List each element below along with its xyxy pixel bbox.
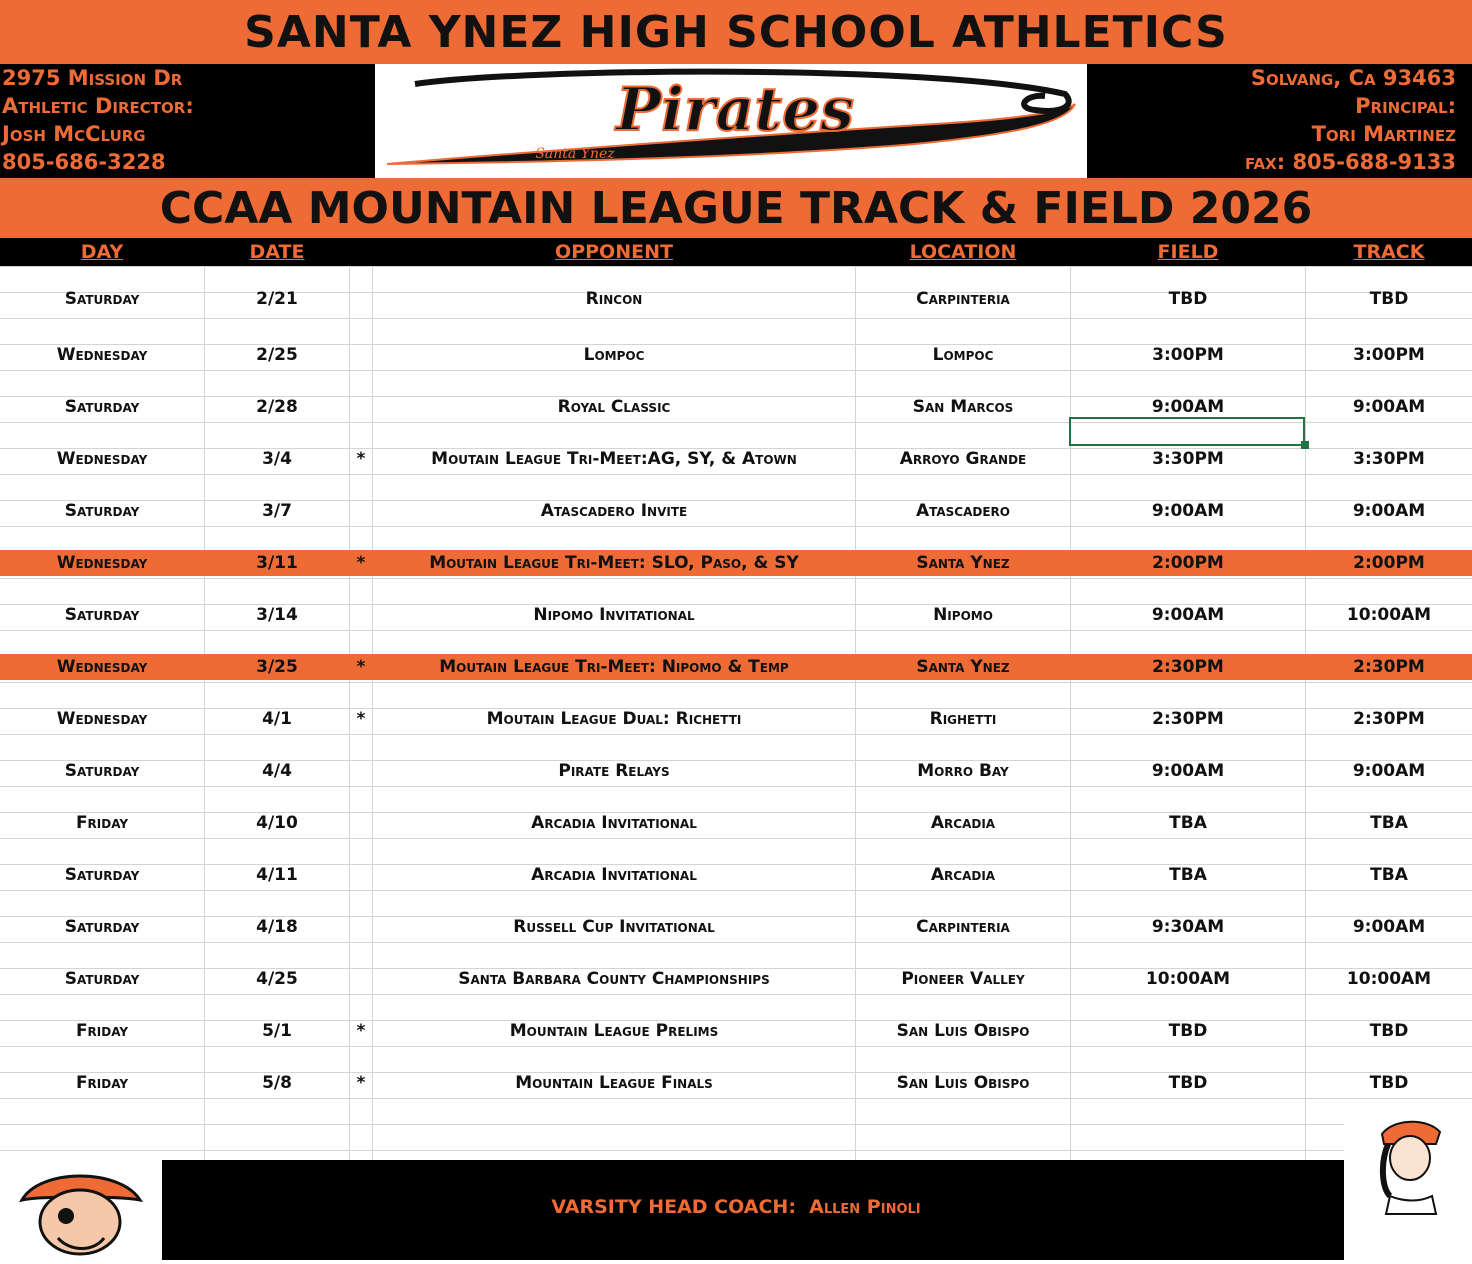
field-time-cell[interactable]: 9:00AM <box>1151 605 1225 625</box>
field-time-cell[interactable]: TBD <box>1168 1021 1208 1041</box>
date-cell[interactable]: 4/18 <box>256 917 298 937</box>
track-time-cell[interactable]: 3:00PM <box>1353 345 1425 365</box>
column-header-track: TRACK <box>1353 241 1425 263</box>
schedule-row[interactable] <box>0 1070 1472 1096</box>
grid-row-line <box>0 734 1472 735</box>
location-cell[interactable]: Atascadero <box>915 501 1011 521</box>
date-cell[interactable]: 3/25 <box>256 657 298 677</box>
opponent-cell[interactable]: Russell Cup Invitational <box>513 917 715 937</box>
opponent-cell[interactable]: Royal Classic <box>557 397 671 417</box>
location-cell[interactable]: Arcadia <box>930 813 996 833</box>
location-cell[interactable]: Carpinteria <box>916 289 1010 309</box>
date-cell[interactable]: 5/8 <box>262 1073 292 1093</box>
schedule-row[interactable] <box>0 862 1472 888</box>
schedule-row[interactable] <box>0 758 1472 784</box>
date-cell[interactable]: 4/10 <box>256 813 298 833</box>
address-line: 2975 Mission Dr <box>2 66 183 90</box>
grid-row-line <box>0 526 1472 527</box>
column-header-date: DATE <box>249 241 305 263</box>
field-time-cell[interactable]: TBD <box>1168 1073 1208 1093</box>
track-time-cell[interactable]: 2:30PM <box>1353 709 1425 729</box>
schedule-row[interactable] <box>0 810 1472 836</box>
grid-row-line <box>0 838 1472 839</box>
schedule-row[interactable] <box>0 342 1472 368</box>
day-cell[interactable]: Wednesday <box>56 449 148 469</box>
fax-number: fax: 805-688-9133 <box>1245 150 1456 174</box>
field-time-cell[interactable]: 3:30PM <box>1152 449 1224 469</box>
track-time-cell[interactable]: 2:00PM <box>1353 553 1425 573</box>
school-info-left <box>0 64 375 178</box>
track-time-cell[interactable]: 10:00AM <box>1346 969 1432 989</box>
field-time-cell[interactable]: 10:00AM <box>1145 969 1231 989</box>
opponent-cell[interactable]: Pirate Relays <box>558 761 670 781</box>
schedule-title-banner <box>0 178 1472 238</box>
date-cell[interactable]: 2/28 <box>256 397 298 417</box>
grid-row-line <box>0 1150 1472 1151</box>
grid-row-line <box>0 266 1472 267</box>
schedule-row[interactable] <box>0 914 1472 940</box>
opponent-cell[interactable]: Moutain League Tri-Meet: Nipomo & Temp <box>439 657 789 677</box>
opponent-cell[interactable]: Nipomo Invitational <box>533 605 695 625</box>
day-cell[interactable]: Saturday <box>64 865 140 885</box>
track-time-cell[interactable]: 2:30PM <box>1353 657 1425 677</box>
league-meet-marker[interactable] <box>350 966 372 992</box>
field-time-cell[interactable]: 2:30PM <box>1152 709 1224 729</box>
day-cell[interactable]: Saturday <box>64 605 140 625</box>
field-time-cell[interactable]: TBD <box>1168 289 1208 309</box>
column-header-row <box>0 238 1472 266</box>
schedule-row[interactable] <box>0 654 1472 680</box>
coach-footer <box>162 1160 1344 1260</box>
field-time-cell[interactable]: 9:30AM <box>1151 917 1225 937</box>
date-cell[interactable]: 4/1 <box>262 709 292 729</box>
pirates-wordmark-icon <box>375 64 1087 178</box>
track-time-cell[interactable]: TBA <box>1370 813 1408 833</box>
opponent-cell[interactable]: Mountain League Finals <box>515 1073 713 1093</box>
league-meet-marker[interactable] <box>350 758 372 784</box>
opponent-cell[interactable]: Atascadero Invite <box>540 501 688 521</box>
location-cell[interactable]: Righetti <box>929 709 997 729</box>
day-cell[interactable]: Saturday <box>64 917 140 937</box>
league-meet-marker[interactable]: * <box>356 553 366 573</box>
pirate-head-icon <box>0 1160 162 1260</box>
track-time-cell[interactable]: TBA <box>1370 865 1408 885</box>
schedule-row[interactable] <box>0 706 1472 732</box>
league-meet-marker[interactable] <box>350 914 372 940</box>
day-cell[interactable]: Saturday <box>64 761 140 781</box>
pirates-logo <box>375 64 1087 178</box>
date-cell[interactable]: 4/11 <box>256 865 298 885</box>
location-cell[interactable]: San Luis Obispo <box>896 1021 1030 1041</box>
opponent-cell[interactable]: Moutain League Tri-Meet: SLO, Paso, & SY <box>429 553 799 573</box>
track-time-cell[interactable]: 9:00AM <box>1352 761 1426 781</box>
grid-row-line <box>0 318 1472 319</box>
day-cell[interactable]: Wednesday <box>56 345 148 365</box>
opponent-cell[interactable]: Arcadia Invitational <box>531 813 697 833</box>
day-cell[interactable]: Saturday <box>64 397 140 417</box>
coach-name: Allen Pinoli <box>809 1196 921 1218</box>
league-meet-marker[interactable]: * <box>356 1021 366 1041</box>
date-cell[interactable]: 4/4 <box>262 761 292 781</box>
location-cell[interactable]: Arcadia <box>930 865 996 885</box>
logo-wordmark: Pirates <box>615 75 855 145</box>
league-meet-marker[interactable] <box>350 286 372 312</box>
location-cell[interactable]: San Luis Obispo <box>896 1073 1030 1093</box>
track-time-cell[interactable]: 9:00AM <box>1352 397 1426 417</box>
league-meet-marker[interactable]: * <box>356 709 366 729</box>
track-time-cell[interactable]: 9:00AM <box>1352 501 1426 521</box>
title-banner <box>0 0 1472 64</box>
coach-label: VARSITY HEAD COACH: <box>551 1196 796 1218</box>
field-time-cell[interactable]: 9:00AM <box>1151 397 1225 417</box>
opponent-cell[interactable]: Arcadia Invitational <box>531 865 697 885</box>
location-cell[interactable]: Nipomo <box>933 605 993 625</box>
location-cell[interactable]: Carpinteria <box>916 917 1010 937</box>
opponent-cell[interactable]: Santa Barbara County Championships <box>458 969 770 989</box>
field-time-cell[interactable]: 2:30PM <box>1152 657 1224 677</box>
location-cell[interactable]: Santa Ynez <box>916 553 1010 573</box>
location-cell[interactable]: San Marcos <box>912 397 1014 417</box>
grid-row-line <box>0 682 1472 683</box>
day-cell[interactable]: Friday <box>75 1021 129 1041</box>
schedule-row[interactable] <box>0 602 1472 628</box>
field-time-cell[interactable]: 9:00AM <box>1151 501 1225 521</box>
track-time-cell[interactable]: 10:00AM <box>1346 605 1432 625</box>
track-time-cell[interactable]: TBD <box>1369 1021 1409 1041</box>
league-meet-marker[interactable] <box>350 602 372 628</box>
league-meet-marker[interactable] <box>350 498 372 524</box>
principal-name: Tori Martinez <box>1311 122 1456 146</box>
field-time-cell[interactable]: 2:00PM <box>1152 553 1224 573</box>
date-cell[interactable]: 3/7 <box>262 501 292 521</box>
grid-row-line <box>0 578 1472 579</box>
grid-row-line <box>0 786 1472 787</box>
day-cell[interactable]: Saturday <box>64 969 140 989</box>
schedule-row[interactable] <box>0 286 1472 312</box>
logo-tagline: Santa Ynez <box>535 146 615 162</box>
opponent-cell[interactable]: Rincon <box>585 289 643 309</box>
track-time-cell[interactable]: TBD <box>1369 1073 1409 1093</box>
track-time-cell[interactable]: 9:00AM <box>1352 917 1426 937</box>
day-cell[interactable]: Saturday <box>64 289 140 309</box>
day-cell[interactable]: Wednesday <box>56 709 148 729</box>
athletic-director-name: Josh McClurg <box>2 122 146 146</box>
date-cell[interactable]: 3/11 <box>256 553 298 573</box>
date-cell[interactable]: 3/4 <box>262 449 292 469</box>
grid-row-line <box>0 1098 1472 1099</box>
grid-row-line <box>0 370 1472 371</box>
league-meet-marker[interactable] <box>350 342 372 368</box>
column-header-day: DAY <box>80 241 124 263</box>
principal-label: Principal: <box>1355 94 1456 118</box>
grid-row-line <box>0 1046 1472 1047</box>
field-time-cell[interactable]: TBA <box>1169 813 1207 833</box>
grid-row-line <box>0 474 1472 475</box>
grid-row-line <box>0 942 1472 943</box>
pirate-mascot-image <box>0 1160 162 1260</box>
field-time-cell[interactable]: TBA <box>1169 865 1207 885</box>
cell-selection-box[interactable] <box>1069 417 1305 446</box>
day-cell[interactable]: Wednesday <box>56 657 148 677</box>
coach-line <box>162 1196 1310 1218</box>
city-line: Solvang, Ca 93463 <box>1250 66 1456 90</box>
date-cell[interactable]: 2/21 <box>256 289 298 309</box>
opponent-cell[interactable]: Moutain League Dual: Richetti <box>486 709 742 729</box>
day-cell[interactable]: Saturday <box>64 501 140 521</box>
schedule-row[interactable] <box>0 1018 1472 1044</box>
location-cell[interactable]: Lompoc <box>932 345 994 365</box>
location-cell[interactable]: Pioneer Valley <box>901 969 1025 989</box>
phone-number: 805-686-3228 <box>2 150 166 174</box>
day-cell[interactable]: Friday <box>75 1073 129 1093</box>
track-time-cell[interactable]: TBD <box>1369 289 1409 309</box>
grid-row-line <box>0 1124 1472 1125</box>
grid-row-line <box>0 994 1472 995</box>
schedule-title: CCAA MOUNTAIN LEAGUE TRACK & FIELD 2026 <box>159 182 1313 234</box>
location-cell[interactable]: Arroyo Grande <box>899 449 1027 469</box>
grid-row-line <box>0 630 1472 631</box>
day-cell[interactable]: Friday <box>75 813 129 833</box>
athletic-director-label: Athletic Director: <box>2 94 194 118</box>
league-meet-marker[interactable] <box>350 394 372 420</box>
schedule-grid[interactable] <box>0 266 1472 1160</box>
league-meet-marker[interactable]: * <box>356 449 366 469</box>
track-time-cell[interactable]: 3:30PM <box>1353 449 1425 469</box>
date-cell[interactable]: 5/1 <box>262 1021 292 1041</box>
schedule-row[interactable] <box>0 550 1472 576</box>
league-meet-marker[interactable]: * <box>356 1073 366 1093</box>
league-meet-marker[interactable] <box>350 810 372 836</box>
schedule-row[interactable] <box>0 446 1472 472</box>
schedule-row[interactable] <box>0 498 1472 524</box>
school-title: SANTA YNEZ HIGH SCHOOL ATHLETICS <box>244 6 1228 58</box>
league-meet-marker[interactable]: * <box>356 657 366 677</box>
grid-row-line <box>0 890 1472 891</box>
date-cell[interactable]: 2/25 <box>256 345 298 365</box>
field-time-cell[interactable]: 9:00AM <box>1151 761 1225 781</box>
location-cell[interactable]: Morro Bay <box>917 761 1009 781</box>
date-cell[interactable]: 4/25 <box>256 969 298 989</box>
opponent-cell[interactable]: Lompoc <box>583 345 645 365</box>
pirate-girl-icon <box>1344 1104 1472 1224</box>
column-header-location: LOCATION <box>909 241 1017 263</box>
opponent-cell[interactable]: Mountain League Prelims <box>509 1021 719 1041</box>
school-info-right <box>1087 64 1472 178</box>
date-cell[interactable]: 3/14 <box>256 605 298 625</box>
opponent-cell[interactable]: Moutain League Tri-Meet:AG, SY, & Atown <box>431 449 797 469</box>
pirate-girl-image <box>1344 1104 1472 1224</box>
schedule-row[interactable] <box>0 966 1472 992</box>
field-time-cell[interactable]: 3:00PM <box>1152 345 1224 365</box>
day-cell[interactable]: Wednesday <box>56 553 148 573</box>
column-header-field: FIELD <box>1157 241 1219 263</box>
location-cell[interactable]: Santa Ynez <box>916 657 1010 677</box>
column-header-opponent: OPPONENT <box>555 241 673 263</box>
fill-handle[interactable] <box>1301 441 1309 449</box>
league-meet-marker[interactable] <box>350 862 372 888</box>
